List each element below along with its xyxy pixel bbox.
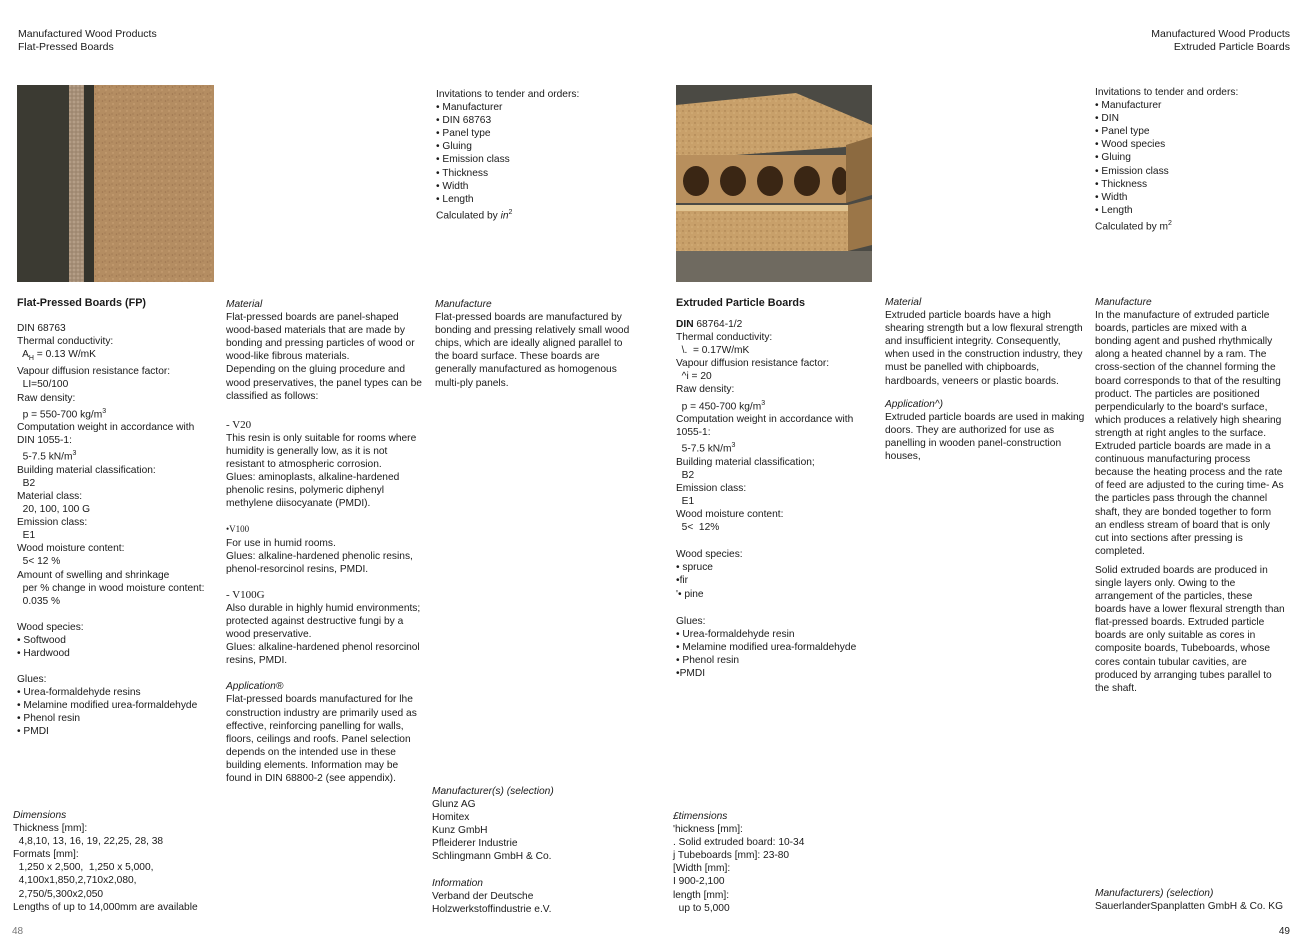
- dimension-line: 4,100x1,850,2,710x2,080,: [13, 875, 137, 887]
- spec-line: per % change in wood moisture content:: [17, 582, 205, 594]
- spec-title: Flat-Pressed Boards (FP): [17, 297, 146, 309]
- wood-species-title: Wood species:: [17, 621, 84, 633]
- list-item: • Phenol resin: [17, 712, 217, 725]
- wood-species-item: '• pine: [676, 588, 704, 600]
- spec-line: Material class:: [17, 490, 83, 502]
- glues-title: Glues:: [676, 615, 706, 627]
- list-item: • Emission class: [1095, 165, 1238, 178]
- v100-glues: Glues: alkaline-hardened phenolic resins, phenol-resorcinol resins, PMDI.: [226, 550, 413, 575]
- dimension-line: 1,250 x 2,500, 1,250 x 5,000,: [13, 862, 154, 874]
- dimension-line: Lengths of up to 14,000mm are available: [13, 901, 198, 913]
- manufacturer-item: Homitex: [432, 812, 470, 824]
- spec-line: ^i = 20: [676, 371, 712, 383]
- spec-line: Building material classification:: [17, 464, 156, 476]
- header-line-2: Flat-Pressed Boards: [18, 41, 114, 53]
- list-item: • Urea-formaldehyde resins: [17, 686, 217, 699]
- dimensions-title-rest: timensions: [678, 811, 728, 822]
- information-line: Verband der Deutsche: [432, 890, 534, 902]
- spec-line: E1: [676, 496, 695, 507]
- dimension-line: 'hickness [mm]:: [673, 824, 743, 836]
- v100-title: •V100: [226, 524, 250, 535]
- spec-line: [17, 447, 217, 463]
- header-line-2: Extruded Particle Boards: [1173, 41, 1290, 53]
- material-title: Material: [885, 297, 922, 308]
- spec-line: Amount of swelling and shrinkage: [17, 569, 170, 581]
- manufacturer-item: Kunz GmbH: [432, 825, 488, 837]
- tender-block: [436, 88, 579, 222]
- manufacturers-block: [1095, 887, 1295, 913]
- spec-line: 5< 12 %: [17, 556, 61, 568]
- weight-sup: 3: [731, 442, 736, 450]
- dimensions-block: [673, 810, 883, 915]
- thermal-sub: H: [28, 355, 34, 363]
- tender-title: Invitations to tender and orders:: [1095, 87, 1239, 98]
- spec-line: Computation weight in accordance with: [676, 414, 854, 426]
- list-item: • DIN 68763: [436, 114, 579, 127]
- v20-title: - V20: [226, 418, 252, 431]
- tender-block: [1095, 86, 1238, 233]
- extruded-board-photo: [676, 85, 872, 282]
- application-title: Application®: [226, 681, 284, 693]
- application-text: Flat-pressed boards manufactured for lhe construction industry are primarily used as effective, reinforcing panelling for walls, floors, ceilings and roofs. Panel selection depends on the intended use in these building elements. Information may be found in DIN 68800-2 (see appendix).: [226, 694, 417, 784]
- manufacture-para-1: In the manufacture of extruded particle boards, particles are mixed with a bonding agent and pushed rhythmically along a heated channel by a ram. The cross-section of the channel forming the board corresponds to that of the resulting product. The particles are positioned perpendicularly to the board's surface, which produces a relatively high shearing strength at right angles to the surface. Extruded particle boards are made in a continuous manufacturing process because the heating process and the rate of feed are adjusted to the curing time- As the particles pass through the channel shaft, they are bonded together to form an endless stream of board that is only cut into sections after pressing is completed.: [1095, 310, 1284, 557]
- list-item: • Wood species: [1095, 138, 1238, 151]
- manufacturer-item: Schlingmann GmbH & Co.: [432, 851, 552, 863]
- calc-prefix: Calculated by m: [1095, 221, 1169, 233]
- glue-item: • Melamine modified urea-formaldehyde: [676, 641, 857, 653]
- manufacturers-title: Manufacturers) (selection): [1095, 888, 1214, 899]
- dimension-line: length [mm]:: [673, 889, 730, 901]
- right-page: [668, 0, 1300, 947]
- tender-list: [436, 101, 579, 206]
- spec-line: Raw density:: [17, 392, 76, 404]
- manufacture-column: [1095, 296, 1285, 695]
- spec-line: Vapour diffusion resistance factor:: [676, 358, 830, 370]
- manufacturers-block: [432, 785, 632, 916]
- glue-item: • Phenol resin: [676, 654, 740, 666]
- list-item: • DIN: [1095, 112, 1238, 125]
- manufacturer-item: Glunz AG: [432, 799, 476, 811]
- spec-line: Thermal conductivity:: [17, 336, 114, 348]
- spec-line: [676, 397, 876, 413]
- application-title: Application^): [885, 398, 944, 410]
- calc-unit: in: [500, 210, 509, 222]
- tender-calc: [436, 206, 579, 222]
- header-line-1: Manufactured Wood Products: [18, 28, 157, 40]
- density-value: p = 450-700 kg/m: [676, 400, 762, 412]
- list-item: • Length: [436, 193, 579, 206]
- dimensions-block: [13, 809, 223, 914]
- spec-line: [17, 405, 217, 421]
- dimension-line: . Solid extruded board: 10-34: [673, 837, 805, 849]
- manufacturer-item: SauerlanderSpanplatten GmbH & Co. KG: [1095, 901, 1284, 913]
- glues-title: Glues:: [17, 674, 47, 686]
- dimension-line: 2,750/5,300x2,050: [13, 888, 104, 900]
- list-item: • Gluing: [1095, 151, 1238, 164]
- glues-list: [17, 686, 217, 738]
- tender-list: [1095, 99, 1238, 217]
- dimensions-title-prefix: £: [673, 811, 679, 822]
- wood-species-list: [17, 634, 217, 660]
- flat-pressed-board-photo: [17, 85, 214, 282]
- manufacturer-item: Pfleiderer Industrie: [432, 838, 518, 850]
- spec-line: Vapour diffusion resistance factor:: [17, 366, 171, 378]
- list-item: • Width: [1095, 191, 1238, 204]
- running-header: [1151, 28, 1290, 54]
- material-para-1: Flat-pressed boards are panel-shaped wood-based materials that are made by bonding and pressing particles of wood or wood-like fibrous materials.: [226, 312, 415, 363]
- wood-species-item: •fir: [676, 575, 689, 587]
- spec-line: Wood moisture content:: [17, 543, 125, 555]
- spec-line: 0.035 %: [17, 595, 61, 607]
- spec-line: Thermal conductivity:: [676, 332, 773, 344]
- spec-line: 1055-1:: [676, 427, 711, 439]
- page-number: 48: [12, 926, 24, 937]
- spec-line: Wood moisture content:: [676, 509, 784, 521]
- v100g-title: - V100G: [226, 588, 265, 601]
- dimension-line: [Width [mm]:: [673, 863, 731, 875]
- calc-prefix: Calculated by: [436, 210, 501, 222]
- list-item: • Width: [436, 180, 579, 193]
- manufacture-column: [435, 298, 635, 390]
- v100g-glues: Glues: alkaline-hardened phenol resorcinol resins, PMDI.: [226, 642, 420, 667]
- list-item: • Softwood: [17, 634, 217, 647]
- dimensions-title: Dimensions: [13, 810, 67, 821]
- glue-item: •PMDI: [676, 668, 706, 680]
- manufacture-title: Manufacture: [1095, 297, 1152, 308]
- list-item: • Panel type: [1095, 125, 1238, 138]
- wood-species-item: • spruce: [676, 562, 713, 574]
- spec-line: 20, 100, 100 G: [17, 504, 91, 516]
- list-item: • Emission class: [436, 153, 579, 166]
- dimensions-title: [673, 810, 883, 823]
- material-para-2: Depending on the gluing procedure and wood preservatives, the panel types can be classified as follows:: [226, 364, 422, 402]
- dimension-line: I 900-2,100: [673, 876, 725, 888]
- calc-sup: 2: [508, 208, 513, 216]
- dimension-line: Formats [mm]:: [13, 849, 79, 861]
- manufacturers-title: Manufacturer(s) (selection): [432, 786, 554, 797]
- spec-line: B2: [17, 477, 36, 489]
- information-line: Holzwerkstoffindustrie e.V.: [432, 903, 552, 915]
- list-item: • Manufacturer: [436, 101, 579, 114]
- manufacture-text: Flat-pressed boards are manufactured by bonding and pressing relatively small wood chips, which are ideally aligned parallel to the board surface. These boards are generally manufactured as homogenous multi-ply panels.: [435, 312, 630, 389]
- spec-line: Emission class:: [676, 482, 747, 494]
- list-item: • Thickness: [1095, 178, 1238, 191]
- tender-calc: [1095, 217, 1238, 233]
- spec-column: [17, 297, 217, 739]
- spec-line: \. = 0.17W/mK: [676, 345, 750, 357]
- density-sup: 3: [102, 407, 107, 415]
- list-item: • Hardwood: [17, 647, 217, 660]
- spec-line: Building material classification;: [676, 456, 815, 468]
- header-line-1: Manufactured Wood Products: [1151, 28, 1290, 40]
- page-number: 49: [1278, 926, 1290, 937]
- spec-line: Emission class:: [17, 517, 88, 529]
- dimension-line: up to 5,000: [673, 902, 730, 914]
- information-title: Information: [432, 877, 483, 889]
- spec-line: Computation weight in accordance with: [17, 422, 195, 434]
- spec-title: Extruded Particle Boards: [676, 297, 806, 309]
- application-text: Extruded particle boards are used in making doors. They are authorized for use as panelling in wooden panel-construction houses,: [885, 411, 1085, 463]
- list-item: • Length: [1095, 204, 1238, 217]
- v20-text: This resin is only suitable for rooms where humidity is generally low, as it is not resistant to atmospheric corrosion.: [226, 432, 417, 471]
- list-item: • Panel type: [436, 127, 579, 140]
- manufacture-title: Manufacture: [435, 299, 492, 310]
- list-item: • Melamine modified urea-formaldehyde: [17, 699, 217, 712]
- v20-glues: Glues: aminoplasts, alkaline-hardened phenolic resins, polymeric diphenyl methylene diisocyanate (PMDI).: [226, 472, 400, 510]
- list-item: • PMDI: [17, 725, 217, 738]
- list-item: • Gluing: [436, 140, 579, 153]
- list-item: • Thickness: [436, 167, 579, 180]
- material-column: [885, 296, 1085, 463]
- din-label: DIN: [676, 319, 694, 330]
- weight-sup: 3: [72, 450, 77, 458]
- material-column: [226, 298, 424, 785]
- v100-text: For use in humid rooms.: [226, 537, 336, 549]
- dimension-line: j Tubeboards [mm]: 23-80: [673, 850, 790, 862]
- list-item: • Manufacturer: [1095, 99, 1238, 112]
- weight-value: 5-7.5 kN/m: [676, 443, 732, 455]
- din-number: 68764-1/2: [693, 319, 743, 330]
- spec-line: DIN 68763: [17, 323, 66, 334]
- spec-line: LI=50/100: [17, 379, 69, 391]
- spec-line: E1: [17, 530, 36, 542]
- weight-value: 5-7.5 kN/m: [17, 451, 73, 463]
- material-text: Extruded particle boards have a high shearing strength but a low flexural strength and insufficient integrity. Consequently, when used in the construction industry, they must be panelled with chipboards, hardboards, veneers or plastic boards.: [885, 310, 1083, 387]
- spec-line: DIN 1055-1:: [17, 435, 72, 447]
- tender-title: Invitations to tender and orders:: [436, 89, 580, 100]
- v100g-text: Also durable in highly humid environments; protected against destructive fungi by a wood preservative.: [226, 602, 421, 641]
- thermal-symbol: A: [17, 349, 29, 361]
- wood-species-title: Wood species:: [676, 549, 743, 561]
- spec-line: 5< 12%: [676, 522, 720, 534]
- spec-column: [676, 297, 876, 680]
- density-value: p = 550-700 kg/m: [17, 408, 103, 420]
- dimension-line: Thickness [mm]:: [13, 823, 88, 835]
- running-header: [18, 28, 157, 54]
- calc-sup: 2: [1168, 219, 1172, 227]
- material-title: Material: [226, 299, 263, 310]
- spec-line: [17, 348, 217, 365]
- dimension-line: 4,8,10, 13, 16, 19, 22,25, 28, 38: [13, 836, 164, 848]
- thermal-value: = 0.13 W/mK: [33, 349, 96, 361]
- spec-line: B2: [676, 469, 695, 481]
- manufacture-para-2: Solid extruded boards are produced in single layers only. Owing to the arrangement of the particles, these boards have a lower flexural strength than flat-pressed boards. Extruded particle boards are only suitable as cores in composite boards, Tubeboards, whose cores contain tubular cavities, are produced by arranging tubes parallel to the shaft.: [1095, 564, 1285, 694]
- spec-line: [676, 439, 876, 455]
- spec-line: Raw density:: [676, 384, 735, 396]
- spec-line: [676, 318, 876, 331]
- density-sup: 3: [761, 399, 766, 407]
- glue-item: • Urea-formaldehyde resin: [676, 628, 795, 640]
